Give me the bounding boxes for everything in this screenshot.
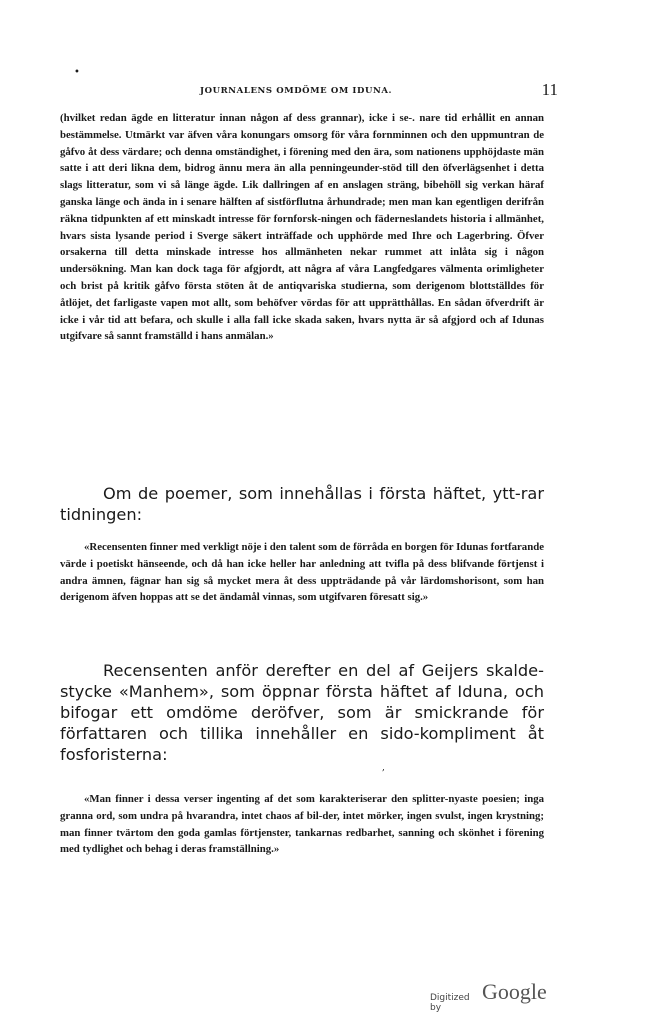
quote-paragraph-3: «Man finner i dessa verser ingenting af det som karakteriserar den splitter-nyaste poesien; inga granna ord, som undra på hvarandra, intet chaos af bil-der, intet mörker, ingen svulst, ingen krystning; man finner tvärtom den goda gamlas förtjenster, tankarnas redbarhet, sanning och skönhet i förening med tydlighet och behag i deras framställning.» [60,793,544,856]
page-number: 11 [541,80,558,99]
digitized-by-label: Digitized by [430,993,470,1013]
running-head: JOURNALENS OMDÖME OM IDUNA. [200,86,393,96]
google-logo: Google [482,979,547,1004]
commentary-paragraph-1: Om de poemer, som innehållas i första häftet, ytt-rar tidningen: [60,484,544,524]
print-speck: • [74,67,80,78]
print-speck: , [382,763,385,773]
quote-continuation: (hvilket redan ägde en litteratur innan någon af dess grannar), icke i se-. nare tid erhållit en annan bestämmelse. Utmärkt var äfven våra konungars omsorg för våra fornminnen och den uppmuntran de gåfvo åt dess värdare; och denna omständighet, i förening med den ära, som nationens upphöjdaste män satte i att deri likna dem, bidrog ännu mera än alla penningeunder-stöd till den öfverlägsenhet i detta slags litteratur, som vi så länge ägde. Lik dallringen af en anslagen sträng, bibehöll sig verkan häraf ganska länge och ända in i senare hälften af sistförflutna århundrade; men man kan egentligen derifrån räkna tidpunkten af ett minskadt intresse för fornforsk-ningen och fäderneslandets historia i allmänhet, hvars sista lysande period i Sverge säkert inträffade och upphörde med Ihre och Lagerbring. Öfver orsakerna till detta minskade intresse hos allmänheten nekar rummet att inlåta sig i någon undersökning. Man kan dock taga för afgjordt, att några af våra Langfedgares välmenta orimligheter och brist på kritik gåfvo första stöten åt de antiqvariska studierna, som derigenom blottställdes för åtlöjet, det farligaste vapen mot allt, som behöfver vördas för att upprätthållas. En sådan öfverdrift är icke i vår tid att befara, och skulle i alla fall icke skada saken, hvars nytta är så afgjord och af Idunas utgifvare så sannt framställd i hans anmälan.» [60,112,544,343]
quote-paragraph-2: «Recensenten finner med verkligt nöje i den talent som de förråda en borgen för Idunas fortfarande värde i poetiskt hänseende, och då han icke heller har anledning att tvifla på dess blifvande förtjenst i andra ämnen, fägnar han sig så mycket mera åt dess uppträdande på vår lärdomshorisont, som han derigenom äfven hoppas att se det ändamål vinnas, som utgifvaren föresatt sig.» [60,541,544,604]
page-header [200,82,558,102]
commentary-paragraph-2: Recensenten anför derefter en del af Geijers skalde-stycke «Manhem», som öppnar första häftet af Iduna, och bifogar ett omdöme deröfver, som är smickrande för författaren och tillika innehåller en sido-kompliment åt fosforisterna: [60,661,544,764]
